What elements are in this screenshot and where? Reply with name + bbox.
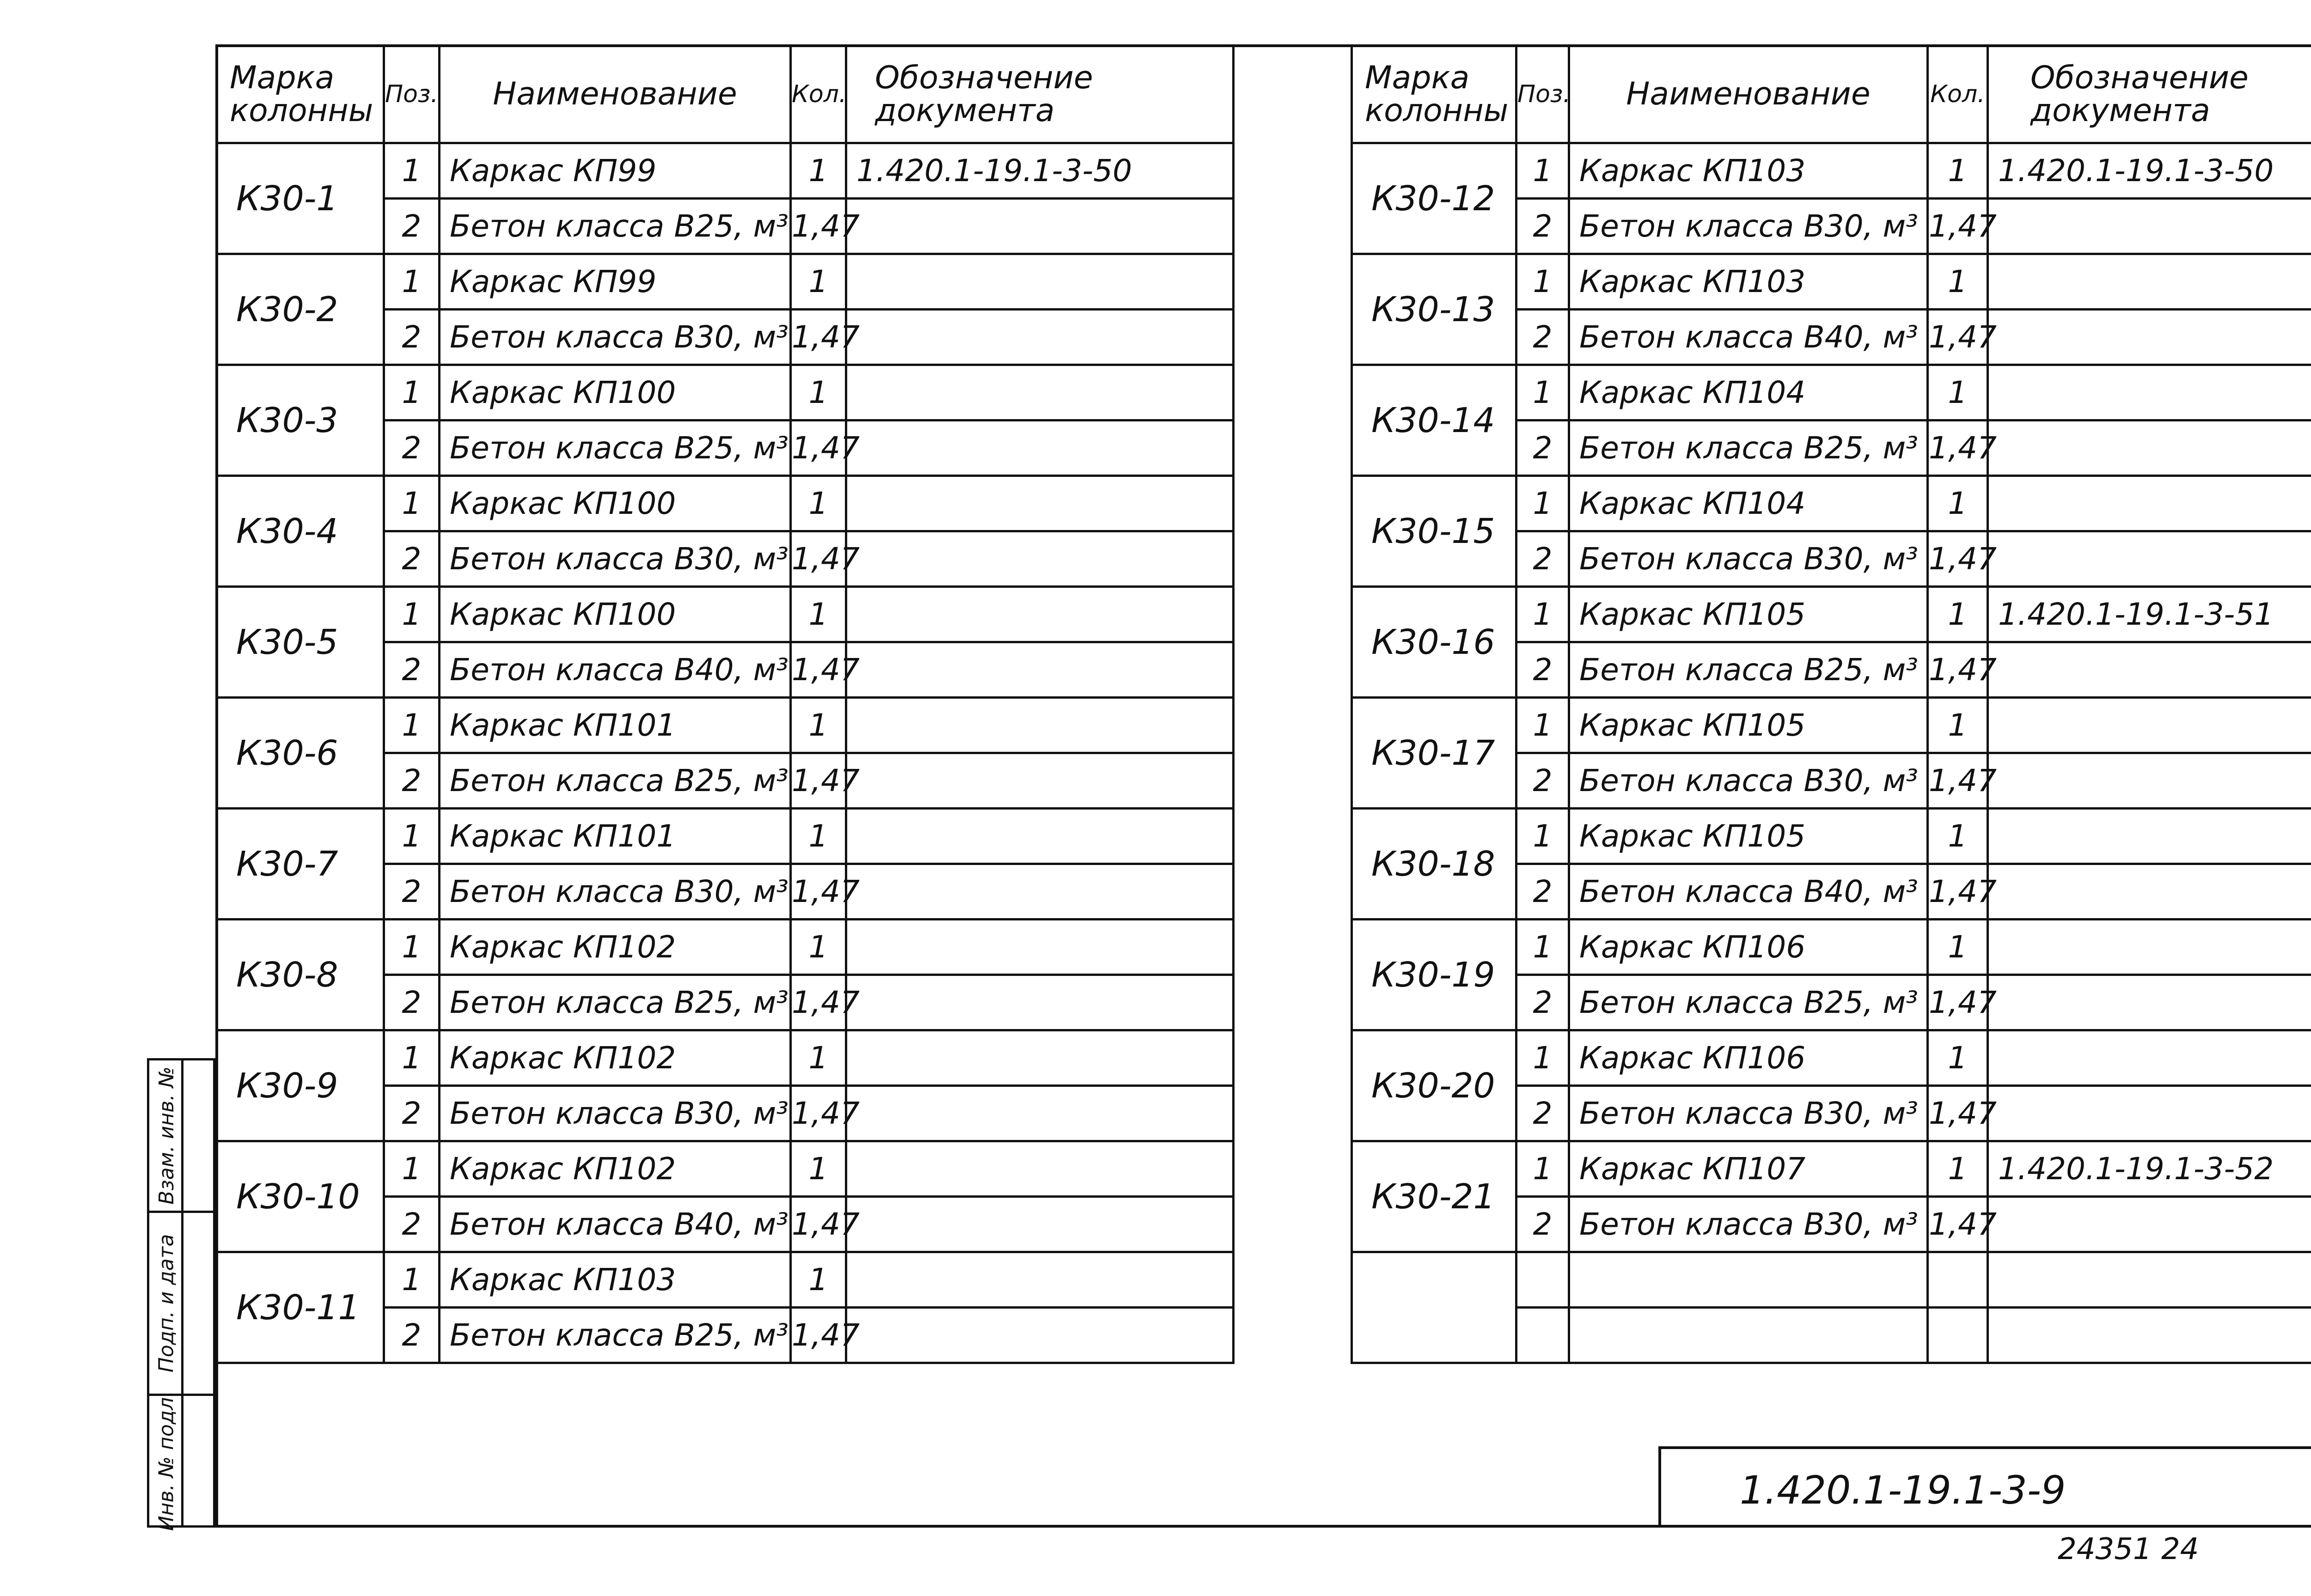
spec-table-left xyxy=(215,44,1235,1364)
document-designation xyxy=(1988,642,2311,698)
document-designation xyxy=(1988,310,2311,365)
stub-cell-sign-date: Подп. и дата xyxy=(149,1213,183,1396)
item-name: Бетон класса В30, м³ xyxy=(440,1086,791,1141)
item-quantity: 1 xyxy=(791,143,846,199)
column-mark: К30-16 xyxy=(1352,587,1516,698)
table-right-body xyxy=(1352,143,2311,1252)
table-row xyxy=(217,1252,1234,1308)
item-position: 2 xyxy=(384,1308,440,1363)
stub-cell-inv-orig: Инв. № подл. xyxy=(154,1390,178,1531)
item-quantity: 1 xyxy=(1928,1030,1988,1086)
item-name: Бетон класса В25, м³ xyxy=(440,420,791,476)
item-name: Каркас КП103 xyxy=(1569,143,1928,199)
item-quantity: 1 xyxy=(791,698,846,753)
item-quantity: 1 xyxy=(791,1141,846,1197)
item-position: 2 xyxy=(1516,420,1569,476)
item-quantity: 1,47 xyxy=(791,1086,846,1141)
document-designation xyxy=(1988,1197,2311,1252)
item-position: 1 xyxy=(1516,698,1569,753)
item-name: Бетон класса В30, м³ xyxy=(1569,1197,1928,1252)
item-position: 2 xyxy=(384,864,440,920)
stub-column-outer xyxy=(149,1060,183,1531)
table-header-row xyxy=(217,46,1234,143)
document-designation xyxy=(846,476,1234,531)
header-name: Наименование xyxy=(1569,46,1928,143)
item-quantity: 1 xyxy=(791,809,846,864)
item-position: 2 xyxy=(1516,1086,1569,1141)
document-designation xyxy=(1988,864,2311,920)
item-name: Бетон класса В40, м³ xyxy=(1569,310,1928,365)
item-position: 2 xyxy=(1516,310,1569,365)
document-designation xyxy=(846,698,1234,753)
item-position: 1 xyxy=(384,1252,440,1308)
item-quantity: 1 xyxy=(1928,698,1988,753)
document-designation xyxy=(1988,531,2311,587)
item-quantity: 1,47 xyxy=(791,975,846,1030)
header-name: Наименование xyxy=(440,46,791,143)
document-designation xyxy=(846,753,1234,809)
item-name: Бетон класса В30, м³ xyxy=(1569,531,1928,587)
item-position: 1 xyxy=(384,1141,440,1197)
column-mark: К30-2 xyxy=(217,254,384,365)
column-mark: К30-9 xyxy=(217,1030,384,1141)
item-position: 1 xyxy=(1516,1141,1569,1197)
column-mark: К30-12 xyxy=(1352,143,1516,254)
item-name: Каркас КП101 xyxy=(440,809,791,864)
item-name: Каркас КП102 xyxy=(440,1141,791,1197)
document-designation xyxy=(846,975,1234,1030)
item-quantity: 1,47 xyxy=(791,1197,846,1252)
item-name: Каркас КП99 xyxy=(440,254,791,310)
item-name: Каркас КП102 xyxy=(440,920,791,975)
item-name: Каркас КП104 xyxy=(1569,365,1928,420)
header-qty: Кол. xyxy=(791,46,846,143)
table-row xyxy=(1352,476,2311,531)
table-row xyxy=(1352,1141,2311,1197)
item-name: Бетон класса В25, м³ xyxy=(440,1308,791,1363)
document-designation xyxy=(1988,365,2311,420)
item-position: 2 xyxy=(384,1197,440,1252)
column-mark: К30-15 xyxy=(1352,476,1516,587)
item-quantity: 1,47 xyxy=(1928,531,1988,587)
item-name: Бетон класса В30, м³ xyxy=(1569,753,1928,809)
table-row xyxy=(1352,587,2311,642)
item-name: Каркас КП99 xyxy=(440,143,791,199)
item-position: 1 xyxy=(384,920,440,975)
stub-column-inner xyxy=(183,1060,215,1525)
item-quantity: 1 xyxy=(1928,920,1988,975)
item-position: 2 xyxy=(1516,531,1569,587)
document-designation xyxy=(846,809,1234,864)
item-position: 2 xyxy=(384,531,440,587)
item-position: 2 xyxy=(1516,1197,1569,1252)
document-designation xyxy=(1988,809,2311,864)
item-position: 1 xyxy=(384,254,440,310)
item-position: 2 xyxy=(384,310,440,365)
item-quantity: 1 xyxy=(1928,587,1988,642)
table-row xyxy=(1352,254,2311,310)
document-designation xyxy=(846,1030,1234,1086)
table-header-row xyxy=(1352,46,2311,143)
item-quantity: 1,47 xyxy=(791,531,846,587)
item-position: 2 xyxy=(384,199,440,254)
title-block xyxy=(1658,1446,2311,1528)
item-quantity: 1,47 xyxy=(791,753,846,809)
document-designation xyxy=(846,587,1234,642)
table-row xyxy=(217,809,1234,864)
item-name: Бетон класса В25, м³ xyxy=(1569,642,1928,698)
column-mark: К30-8 xyxy=(217,920,384,1030)
item-quantity: 1,47 xyxy=(1928,1086,1988,1141)
item-quantity: 1 xyxy=(791,587,846,642)
item-position: 2 xyxy=(384,420,440,476)
document-designation xyxy=(846,1086,1234,1141)
header-doc: Обозначение документа xyxy=(846,46,1234,143)
item-position: 1 xyxy=(1516,476,1569,531)
item-name: Бетон класса В40, м³ xyxy=(440,1197,791,1252)
table-row xyxy=(1352,698,2311,753)
item-position: 1 xyxy=(1516,254,1569,310)
document-designation xyxy=(846,420,1234,476)
document-designation xyxy=(846,254,1234,310)
item-quantity: 1 xyxy=(791,1030,846,1086)
item-position: 2 xyxy=(1516,642,1569,698)
table-row xyxy=(217,920,1234,975)
item-position: 1 xyxy=(384,809,440,864)
document-designation xyxy=(1988,420,2311,476)
item-quantity: 1,47 xyxy=(791,310,846,365)
item-position: 1 xyxy=(1516,587,1569,642)
item-position: 1 xyxy=(384,365,440,420)
document-designation: 1.420.1-19.1-3-51 xyxy=(1988,587,2311,642)
item-name: Каркас КП106 xyxy=(1569,920,1928,975)
table-row xyxy=(1352,809,2311,864)
item-name: Бетон класса В30, м³ xyxy=(440,531,791,587)
document-designation xyxy=(1988,698,2311,753)
column-mark: К30-20 xyxy=(1352,1030,1516,1141)
document-designation xyxy=(846,199,1234,254)
document-designation xyxy=(1988,753,2311,809)
item-position: 1 xyxy=(1516,1030,1569,1086)
document-designation xyxy=(1988,1086,2311,1141)
item-position: 1 xyxy=(1516,365,1569,420)
table-row xyxy=(217,365,1234,420)
column-mark: К30-13 xyxy=(1352,254,1516,365)
document-designation xyxy=(1988,1030,2311,1086)
item-position: 2 xyxy=(1516,864,1569,920)
document-designation xyxy=(846,1197,1234,1252)
document-designation xyxy=(846,920,1234,975)
document-designation: 1.420.1-19.1-3-52 xyxy=(1988,1141,2311,1197)
table-row xyxy=(217,143,1234,199)
table-empty-row xyxy=(1352,1252,2311,1308)
item-name: Бетон класса В30, м³ xyxy=(1569,199,1928,254)
spec-table-right xyxy=(1351,44,2311,1364)
header-pos: Поз. xyxy=(384,46,440,143)
item-name: Каркас КП107 xyxy=(1569,1141,1928,1197)
column-mark: К30-21 xyxy=(1352,1141,1516,1252)
column-mark: К30-6 xyxy=(217,698,384,809)
item-position: 1 xyxy=(384,1030,440,1086)
table-row xyxy=(217,254,1234,310)
column-mark: К30-3 xyxy=(217,365,384,476)
document-designation xyxy=(846,1252,1234,1308)
stub-cell-replace-inv: Взам. инв. № xyxy=(149,1060,183,1213)
table-row xyxy=(1352,143,2311,199)
document-designation xyxy=(846,1141,1234,1197)
item-name: Бетон класса В30, м³ xyxy=(1569,1086,1928,1141)
document-designation xyxy=(846,531,1234,587)
item-name: Бетон класса В25, м³ xyxy=(1569,420,1928,476)
column-mark: К30-19 xyxy=(1352,920,1516,1030)
column-mark: К30-7 xyxy=(217,809,384,920)
header-pos: Поз. xyxy=(1516,46,1569,143)
item-quantity: 1,47 xyxy=(791,199,846,254)
item-quantity: 1,47 xyxy=(1928,864,1988,920)
item-name: Каркас КП103 xyxy=(1569,254,1928,310)
item-position: 1 xyxy=(1516,920,1569,975)
item-quantity: 1,47 xyxy=(1928,310,1988,365)
item-name: Каркас КП105 xyxy=(1569,587,1928,642)
item-quantity: 1 xyxy=(791,1252,846,1308)
item-quantity: 1,47 xyxy=(791,420,846,476)
document-designation xyxy=(1988,199,2311,254)
table-left-body xyxy=(217,143,1234,1363)
item-position: 1 xyxy=(384,587,440,642)
document-code: 1.420.1-19.1-3-9 xyxy=(1740,1468,2066,1513)
item-quantity: 1,47 xyxy=(791,864,846,920)
item-quantity: 1 xyxy=(1928,365,1988,420)
document-designation xyxy=(1988,476,2311,531)
item-position: 1 xyxy=(384,698,440,753)
table-row xyxy=(217,476,1234,531)
item-name: Бетон класса В40, м³ xyxy=(440,642,791,698)
column-mark: К30-1 xyxy=(217,143,384,254)
item-position: 2 xyxy=(1516,975,1569,1030)
table-row xyxy=(217,587,1234,642)
document-designation xyxy=(1988,254,2311,310)
item-name: Каркас КП104 xyxy=(1569,476,1928,531)
header-qty: Кол. xyxy=(1928,46,1988,143)
item-quantity: 1,47 xyxy=(1928,199,1988,254)
column-mark: К30-10 xyxy=(217,1141,384,1252)
table-row xyxy=(1352,365,2311,420)
item-name: Каркас КП105 xyxy=(1569,809,1928,864)
item-position: 1 xyxy=(384,143,440,199)
document-designation: 1.420.1-19.1-3-50 xyxy=(1988,143,2311,199)
binding-stub xyxy=(147,1058,215,1531)
item-quantity: 1 xyxy=(1928,254,1988,310)
table-row xyxy=(1352,1030,2311,1086)
column-mark: К30-14 xyxy=(1352,365,1516,476)
item-position: 2 xyxy=(384,642,440,698)
item-name: Бетон класса В30, м³ xyxy=(440,864,791,920)
header-mark: Марка колонны xyxy=(1352,46,1516,143)
item-name: Каркас КП105 xyxy=(1569,698,1928,753)
item-quantity: 1 xyxy=(791,476,846,531)
column-mark: К30-18 xyxy=(1352,809,1516,920)
item-position: 1 xyxy=(1516,809,1569,864)
item-name: Бетон класса В25, м³ xyxy=(440,753,791,809)
column-mark: К30-11 xyxy=(217,1252,384,1363)
item-quantity: 1,47 xyxy=(1928,1197,1988,1252)
item-name: Бетон класса В40, м³ xyxy=(1569,864,1928,920)
item-name: Бетон класса В25, м³ xyxy=(1569,975,1928,1030)
item-name: Каркас КП102 xyxy=(440,1030,791,1086)
item-name: Каркас КП100 xyxy=(440,365,791,420)
table-row xyxy=(217,1141,1234,1197)
item-name: Бетон класса В25, м³ xyxy=(440,199,791,254)
document-designation xyxy=(846,1308,1234,1363)
table-row xyxy=(1352,920,2311,975)
table-row xyxy=(217,1030,1234,1086)
column-mark: К30-17 xyxy=(1352,698,1516,809)
item-name: Каркас КП100 xyxy=(440,587,791,642)
item-quantity: 1,47 xyxy=(1928,975,1988,1030)
item-quantity: 1 xyxy=(1928,1141,1988,1197)
item-position: 1 xyxy=(384,476,440,531)
item-quantity: 1 xyxy=(791,920,846,975)
item-position: 2 xyxy=(384,1086,440,1141)
column-mark: К30-5 xyxy=(217,587,384,698)
item-position: 1 xyxy=(1516,143,1569,199)
item-quantity: 1,47 xyxy=(791,1308,846,1363)
item-name: Бетон класса В30, м³ xyxy=(440,310,791,365)
header-doc: Обозначение документа xyxy=(1988,46,2311,143)
item-name: Каркас КП103 xyxy=(440,1252,791,1308)
item-name: Каркас КП101 xyxy=(440,698,791,753)
document-designation xyxy=(846,864,1234,920)
item-quantity: 1,47 xyxy=(1928,642,1988,698)
item-quantity: 1 xyxy=(791,254,846,310)
table-row xyxy=(217,698,1234,753)
document-designation xyxy=(1988,920,2311,975)
document-designation xyxy=(1988,975,2311,1030)
item-name: Бетон класса В25, м³ xyxy=(440,975,791,1030)
item-quantity: 1 xyxy=(1928,476,1988,531)
item-quantity: 1,47 xyxy=(791,642,846,698)
item-quantity: 1 xyxy=(791,365,846,420)
document-designation xyxy=(846,310,1234,365)
item-position: 2 xyxy=(1516,753,1569,809)
column-mark: К30-4 xyxy=(217,476,384,587)
item-quantity: 1,47 xyxy=(1928,420,1988,476)
item-quantity: 1,47 xyxy=(1928,753,1988,809)
document-designation: 1.420.1-19.1-3-50 xyxy=(846,143,1234,199)
item-position: 2 xyxy=(1516,199,1569,254)
header-mark: Марка колонны xyxy=(217,46,384,143)
footer-number: 24351 24 xyxy=(2058,1532,2199,1566)
item-quantity: 1 xyxy=(1928,809,1988,864)
item-position: 2 xyxy=(384,975,440,1030)
item-quantity: 1 xyxy=(1928,143,1988,199)
item-name: Каркас КП106 xyxy=(1569,1030,1928,1086)
item-name: Каркас КП100 xyxy=(440,476,791,531)
item-position: 2 xyxy=(384,753,440,809)
document-designation xyxy=(846,365,1234,420)
document-designation xyxy=(846,642,1234,698)
